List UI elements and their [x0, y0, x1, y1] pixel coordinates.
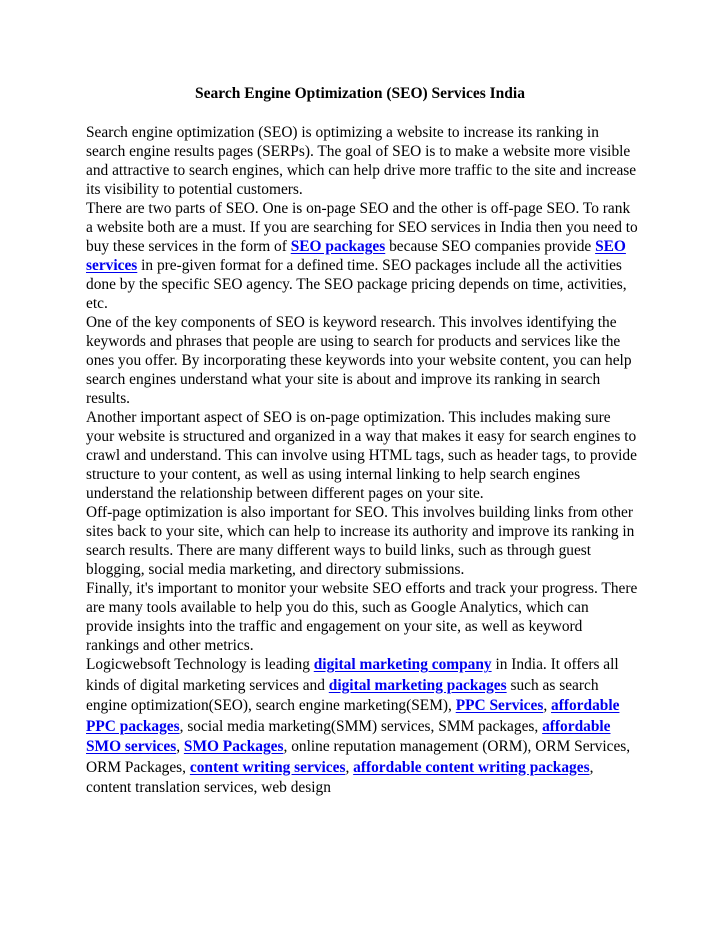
link-affordable-smo-services[interactable]: affordable SMO services	[86, 717, 611, 755]
paragraph-seo-intro: Search engine optimization (SEO) is optimizing a website to increase its ranking in search engine results pages (SERPs). The goal of SEO is to make a website more visible and attractive to search engines, which can help drive more traffic to the site and increase its visibility to potential customers.	[86, 124, 637, 198]
link-seo-services[interactable]: SEO services	[86, 238, 626, 274]
paragraph-logicwebsoft	[86, 655, 638, 799]
link-digital-marketing-packages[interactable]: digital marketing packages	[328, 676, 507, 694]
paragraph-seo-parts	[86, 199, 638, 313]
text-segment: Logicwebsoft Technology is leading	[86, 656, 314, 673]
document-body	[86, 123, 638, 799]
link-affordable-content-writing-packages[interactable]: affordable content writing packages	[353, 758, 590, 776]
paragraph-on-page: Another important aspect of SEO is on-page optimization. This includes making sure your website is structured and organized in a way that makes it easy for search engines to crawl and understand. This can involve using HTML tags, such as header tags, to provide structure to your content, as well as using internal linking to help search engines understand the relationship between different pages on your site.	[86, 409, 637, 502]
text-segment: in India. It offers all kinds of digital marketing services and	[86, 656, 619, 694]
text-segment: , social media marketing(SMM) services, SMM packages,	[179, 717, 543, 735]
paragraph-monitoring: Finally, it's important to monitor your website SEO efforts and track your progress. There are many tools available to help you do this, such as Google Analytics, which can provide insights into the traffic and engagement on your site, as well as keyword rankings and other metrics.	[86, 580, 638, 654]
link-seo-packages[interactable]: SEO packages	[290, 238, 386, 255]
text-segment: ,	[176, 738, 184, 755]
text-segment: , online reputation management (ORM), ORM Services, ORM Packages,	[86, 738, 631, 776]
text-segment: ,	[543, 697, 552, 714]
link-content-writing-services[interactable]: content writing services	[189, 758, 346, 776]
link-ppc-services[interactable]: PPC Services	[455, 697, 544, 714]
page-title: Search Engine Optimization (SEO) Services India	[195, 85, 525, 102]
text-segment: There are two parts of SEO. One is on-page SEO and the other is off-page SEO. To rank a website both are a must. If you are searching for SEO services in India then you need to buy these services in the form of	[86, 200, 638, 255]
paragraph-off-page: Off-page optimization is also important for SEO. This involves building links from other sites back to your site, which can help to increase its authority and improve its ranking in search results. There are many different ways to build links, such as through guest blogging, social media marketing, and directory submissions.	[86, 504, 635, 578]
paragraph-keyword-research: One of the key components of SEO is keyword research. This involves identifying the keywords and phrases that people are using to search for products and services like the ones you offer. By incorporating these keywords into your website content, you can help search engines understand what your site is about and improve its ranking in search results.	[86, 314, 632, 407]
text-segment: ,	[345, 758, 354, 776]
text-segment: , content translation services, web design	[86, 758, 594, 796]
text-segment: in pre-given format for a defined time. SEO packages include all the activities done by the specific SEO agency. The SEO package pricing depends on time, activities, etc.	[86, 257, 627, 312]
link-affordable-ppc-packages[interactable]: affordable PPC packages	[86, 697, 620, 735]
text-segment: such as search engine optimization(SEO), search engine marketing(SEM),	[86, 676, 599, 714]
text-segment: because SEO companies provide	[385, 238, 596, 255]
link-smo-packages[interactable]: SMO Packages	[183, 738, 284, 755]
link-digital-marketing-company[interactable]: digital marketing company	[313, 656, 492, 673]
